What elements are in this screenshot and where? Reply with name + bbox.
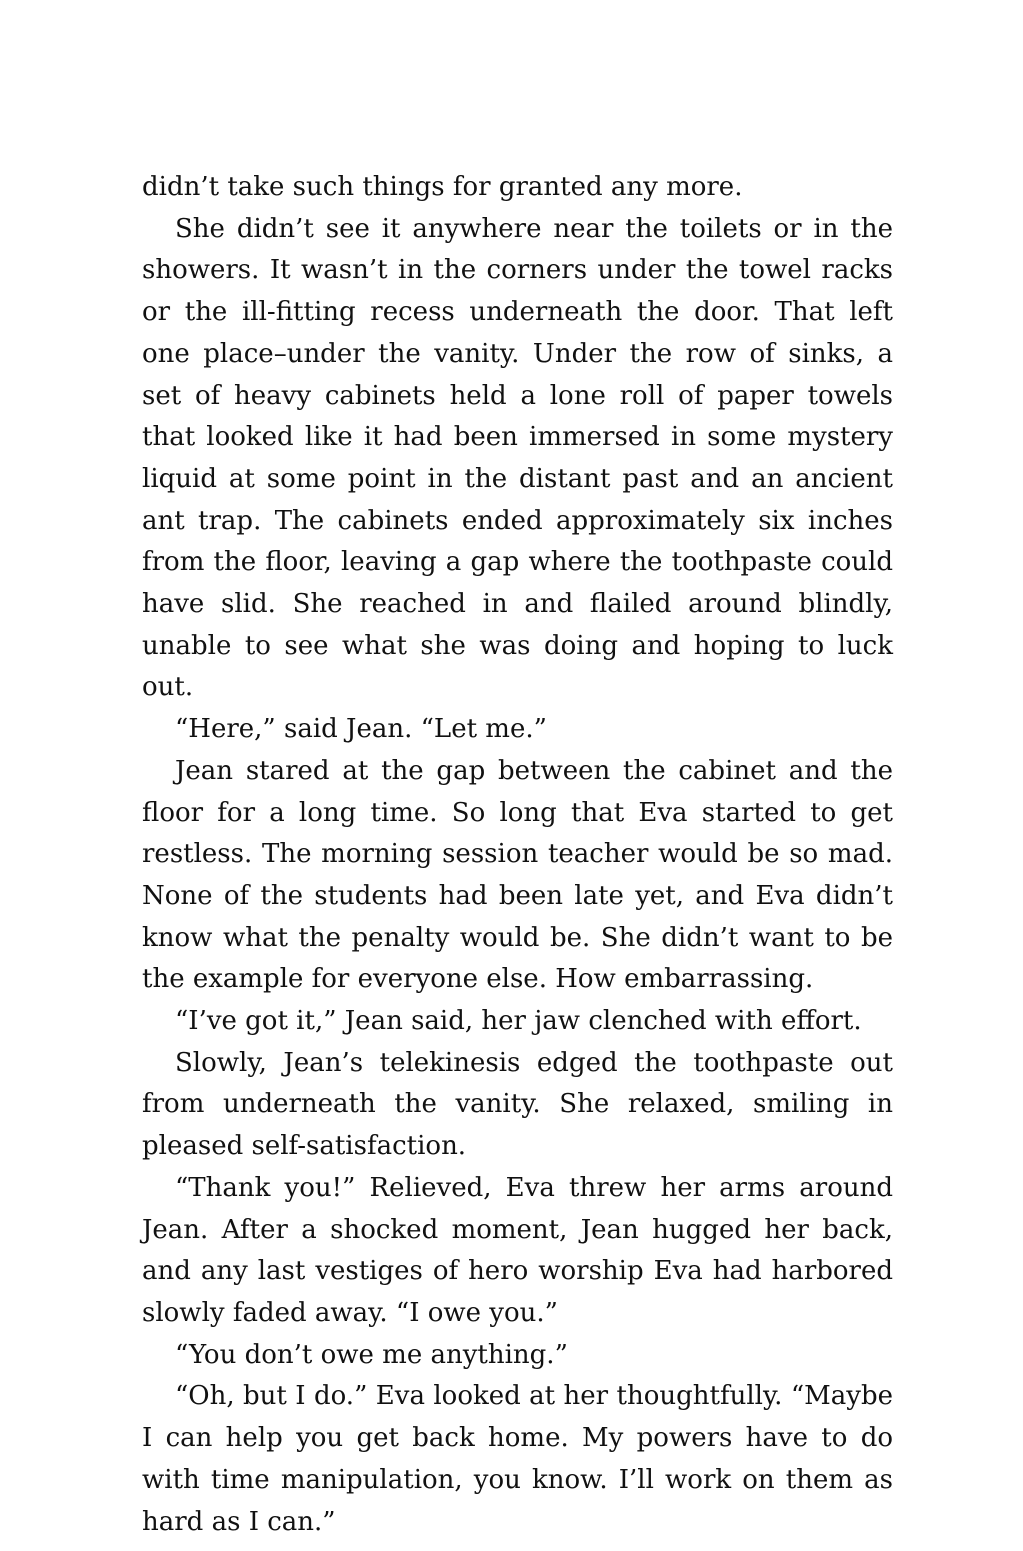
paragraph: She didn’t see it anywhere near the toilets or in the showers. It wasn’t in the corners under the towel racks or the ill-fitting recess underneath the door. That left one place–under the vanity. Under the row of sinks, a set of heavy cabinets held a lone roll of paper towels that looked like it had been immersed in some mystery liquid at some point in the distant past and an ancient ant trap. The cabinets ended approximately six inches from the floor, leaving a gap where the toothpaste could have slid. She reached in and flailed around blindly, unable to see what she was doing and hoping to luck out. (142, 213, 893, 703)
paragraph: Slowly, Jean’s telekinesis edged the toothpaste out from underneath the vanity. She relaxed, smiling in pleased self-satisfaction. (142, 1047, 893, 1162)
paragraph: “I’ve got it,” Jean said, her jaw clenched with effort. (175, 1006, 862, 1037)
paragraph-continuation: didn’t take such things for granted any more. (142, 172, 743, 202)
page-body (142, 167, 893, 1543)
paragraph: “Oh, but I do.” Eva looked at her thoughtfully. “Maybe I can help you get back home. My powers have to do with time manipulation, you know. I’ll work on them as hard as I can.” (142, 1381, 893, 1537)
paragraph: “You don’t owe me anything.” (175, 1339, 568, 1370)
paragraph: “Here,” said Jean. “Let me.” (175, 714, 547, 745)
paragraph: “Thank you!” Relieved, Eva threw her arms around Jean. After a shocked moment, Jean hugged her back, and any last vestiges of hero worship Eva had harbored slowly faded away. “I owe you.” (142, 1172, 893, 1328)
paragraph: Jean stared at the gap between the cabinet and the floor for a long time. So long that Eva started to get restless. The morning session teacher would be so mad. None of the students had been late yet, and Eva didn’t know what the penalty would be. She didn’t want to be the example for everyone else. How embarrassing. (142, 755, 893, 995)
